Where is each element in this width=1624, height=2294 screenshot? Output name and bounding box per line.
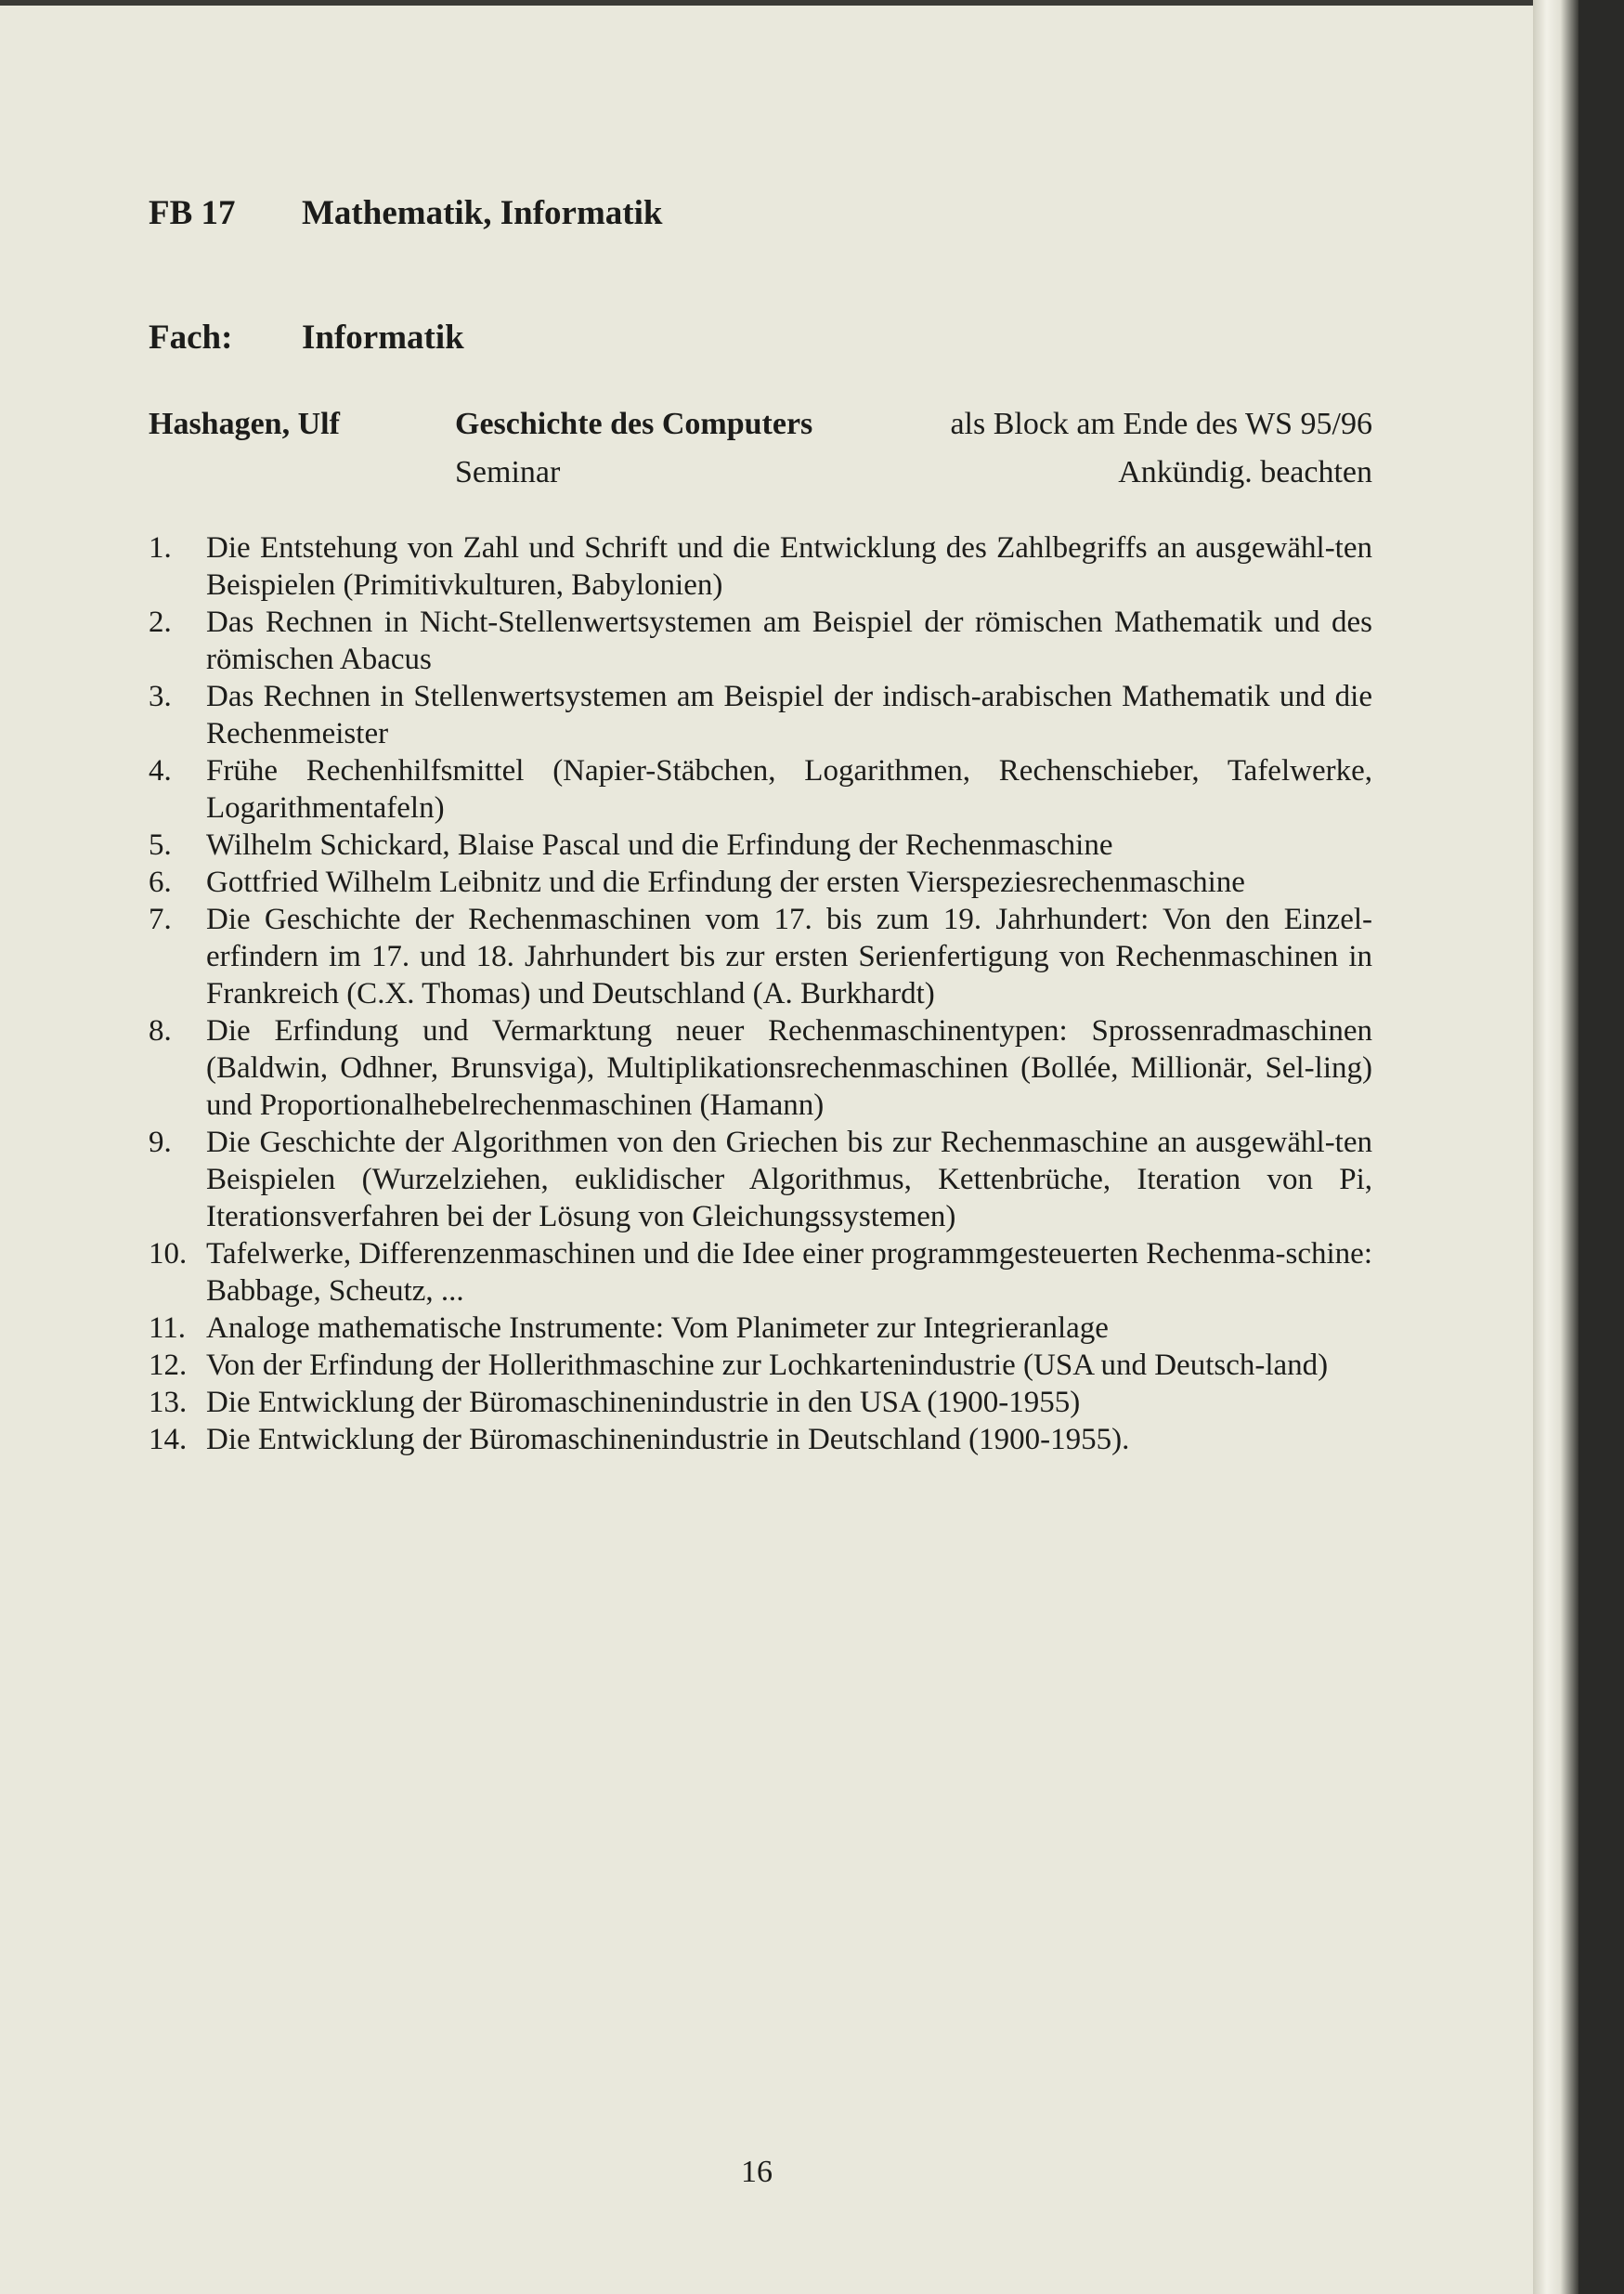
list-item: [149, 864, 1372, 901]
list-item-text: Die Erfindung und Vermarktung neuer Rechenmaschinentypen: Sprossenradmaschinen (Baldwin, Odhner, Brunsviga), Multiplikationsrechenmaschinen (Bollée, Millionär, Sel-ling) und Proportionalhebelrechenmaschinen (Hamann): [206, 1014, 1372, 1122]
list-item-number: 5.: [149, 828, 172, 862]
course-time: als Block am Ende des WS 95/96: [950, 407, 1372, 441]
list-item-number: 9.: [149, 1126, 172, 1159]
subject-value: Informatik: [302, 319, 464, 357]
list-item-text: Gottfried Wilhelm Leibnitz und die Erfindung der ersten Vierspeziesrechenmaschine: [206, 866, 1245, 899]
list-item: [149, 1421, 1372, 1458]
list-item-number: 3.: [149, 680, 172, 713]
subject-heading: [149, 318, 464, 358]
list-item: [149, 678, 1372, 752]
list-item-text: Von der Erfindung der Hollerithmaschine zur Lochkartenindustrie (USA und Deutsch-land): [206, 1349, 1329, 1382]
list-item-number: 13.: [149, 1386, 188, 1419]
page-number: 16: [741, 2155, 773, 2189]
list-item-text: Frühe Rechenhilfsmittel (Napier-Stäbchen, Logarithmen, Rechenschieber, Tafelwerke, Logarithmentafeln): [206, 754, 1372, 825]
list-item: [149, 901, 1372, 1012]
list-item-number: 10.: [149, 1237, 188, 1271]
list-item-text: Die Entstehung von Zahl und Schrift und die Entwicklung des Zahlbegriffs an ausgewähl-ten Beispielen (Primitivkulturen, Babylonien): [206, 531, 1372, 602]
page-edge: [1533, 0, 1579, 2294]
faculty-code: FB 17: [149, 194, 236, 232]
course-header-row-2: [149, 455, 1372, 503]
list-item-text: Das Rechnen in Stellenwertsystemen am Beispiel der indisch-arabischen Mathematik und die Rechenmeister: [206, 680, 1372, 750]
list-item: [149, 604, 1372, 678]
list-item-number: 2.: [149, 606, 172, 639]
list-item-number: 14.: [149, 1423, 188, 1456]
list-item-text: Wilhelm Schickard, Blaise Pascal und die Erfindung der Rechenmaschine: [206, 828, 1113, 862]
list-item-number: 12.: [149, 1349, 188, 1382]
list-item-text: Tafelwerke, Differenzenmaschinen und die Idee einer programmgesteuerten Rechenma-schine: Babbage, Scheutz, ...: [206, 1237, 1372, 1308]
list-item-number: 8.: [149, 1014, 172, 1048]
course-title: Geschichte des Computers: [455, 407, 813, 441]
course-lecturer: Hashagen, Ulf: [149, 407, 340, 441]
list-item-text: Die Geschichte der Algorithmen von den Griechen bis zur Rechenmaschine an ausgewähl-ten Beispielen (Wurzelziehen, euklidischer Algorithmus, Kettenbrüche, Iteration von Pi, Iterationsverfahren bei der Lösung von Gleichungssystemen): [206, 1126, 1372, 1233]
list-item-number: 4.: [149, 754, 172, 788]
course-header: [149, 407, 1372, 503]
list-item: [149, 827, 1372, 864]
list-item: [149, 1310, 1372, 1347]
list-item-text: Das Rechnen in Nicht-Stellenwertsystemen am Beispiel der römischen Mathematik und des römischen Abacus: [206, 606, 1372, 676]
list-item: [149, 1235, 1372, 1310]
course-note: Ankündig. beachten: [1118, 455, 1372, 489]
list-item-number: 1.: [149, 531, 172, 565]
list-item-text: Die Entwicklung der Büromaschinenindustrie in den USA (1900-1955): [206, 1386, 1081, 1419]
list-item-text: Die Geschichte der Rechenmaschinen vom 17. bis zum 19. Jahrhundert: Von den Einzel-erfindern im 17. und 18. Jahrhundert bis zur ersten Serienfertigung von Rechenmaschinen in Frankreich (C.X. Thomas) und Deutschland (A. Burkhardt): [206, 903, 1372, 1010]
list-item-number: 6.: [149, 866, 172, 899]
list-item-text: Die Entwicklung der Büromaschinenindustrie in Deutschland (1900-1955).: [206, 1423, 1130, 1456]
list-item-text: Analoge mathematische Instrumente: Vom Planimeter zur Integrieranlage: [206, 1311, 1109, 1345]
list-item: [149, 1347, 1372, 1384]
list-item: [149, 529, 1372, 604]
faculty-heading: [149, 193, 662, 233]
list-item: [149, 1124, 1372, 1235]
subject-label: Fach:: [149, 319, 233, 357]
faculty-name: Mathematik, Informatik: [302, 194, 663, 232]
course-header-row-1: [149, 407, 1372, 455]
topic-list: [149, 529, 1372, 1458]
list-item-number: 7.: [149, 903, 172, 936]
list-item: [149, 1384, 1372, 1421]
list-item-number: 11.: [149, 1311, 187, 1345]
list-item: [149, 752, 1372, 827]
course-type: Seminar: [455, 455, 561, 489]
list-item: [149, 1012, 1372, 1124]
